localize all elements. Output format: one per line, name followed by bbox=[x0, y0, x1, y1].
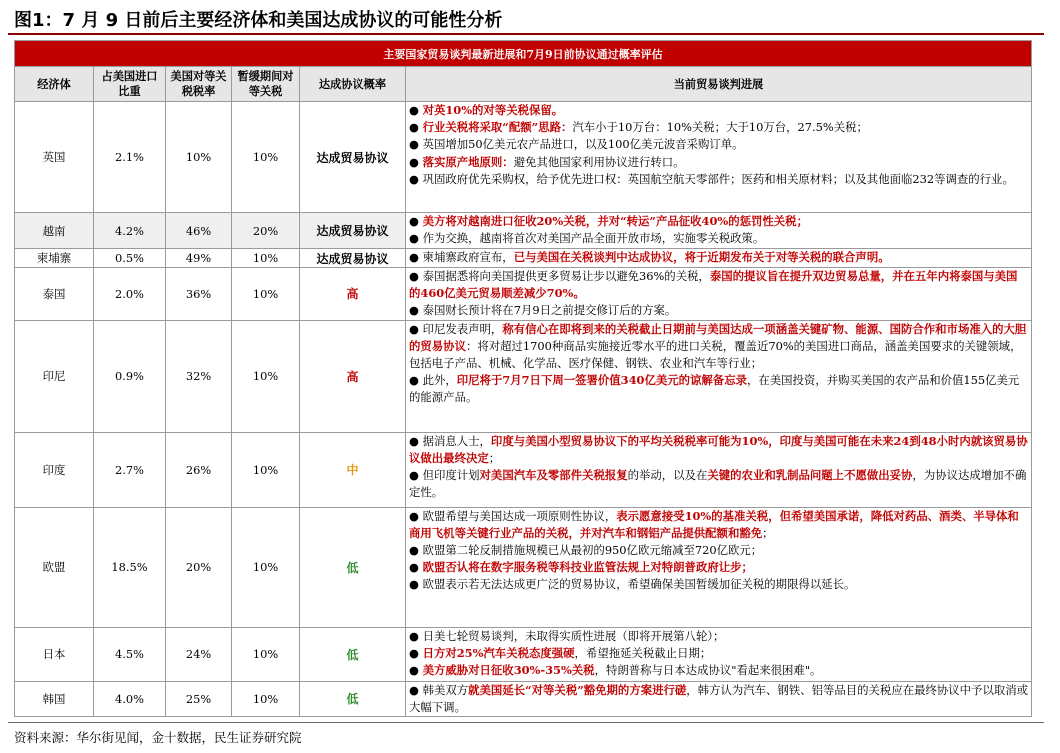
bottom-rule bbox=[8, 722, 1044, 723]
bullet-icon: ● bbox=[409, 231, 423, 246]
probability-badge: 高 bbox=[300, 268, 406, 321]
highlight-text: 泰国的提议旨在提升双边贸易总量，并在五年内将泰国与美国的460亿美元贸易顺差减少70%。 bbox=[409, 269, 1018, 301]
probability-badge: 低 bbox=[300, 627, 406, 681]
bullet-icon: ● bbox=[409, 577, 423, 592]
progress-bullet bbox=[409, 171, 1028, 188]
bullet-icon: ● bbox=[409, 433, 423, 448]
trade-negotiation-table bbox=[14, 40, 1032, 717]
progress-cell bbox=[406, 268, 1032, 321]
progress-bullet bbox=[409, 102, 1028, 119]
highlight-text: 行业关税将采取“配额”思路： bbox=[422, 120, 573, 135]
bullet-icon: ● bbox=[409, 468, 423, 483]
highlight-text: 对英10%的对等关税保留。 bbox=[422, 103, 564, 117]
table-row bbox=[15, 102, 1032, 213]
import-share: 2.1% bbox=[94, 102, 166, 213]
bullet-icon: ● bbox=[409, 120, 423, 135]
economy-name: 欧盟 bbox=[15, 507, 94, 627]
bullet-icon: ● bbox=[409, 250, 423, 264]
progress-bullet bbox=[409, 645, 1028, 662]
progress-cell bbox=[406, 681, 1032, 716]
reciprocal-rate: 49% bbox=[166, 249, 232, 268]
suspended-rate: 10% bbox=[232, 432, 300, 507]
progress-text: 汽车小于10万台：10%关税；大于10万台，27.5%关税； bbox=[572, 120, 868, 135]
bullet-icon: ● bbox=[409, 103, 423, 117]
import-share: 0.9% bbox=[94, 320, 166, 432]
table-body bbox=[15, 102, 1032, 717]
header-row bbox=[15, 67, 1032, 102]
progress-text: 欧盟表示若无法达成更广泛的贸易协议，希望确保美国暂缓加征关税的期限得以延长。 bbox=[422, 577, 856, 592]
economy-name: 柬埔寨 bbox=[15, 249, 94, 268]
reciprocal-rate: 46% bbox=[166, 213, 232, 249]
economy-name: 韩国 bbox=[15, 681, 94, 716]
import-share: 18.5% bbox=[94, 507, 166, 627]
progress-text: ； bbox=[488, 450, 501, 465]
header-import-share: 占美国进口比重 bbox=[94, 67, 166, 102]
suspended-rate: 10% bbox=[232, 268, 300, 321]
economy-name: 泰国 bbox=[15, 268, 94, 321]
reciprocal-rate: 25% bbox=[166, 681, 232, 716]
table-row bbox=[15, 681, 1032, 716]
progress-text: ，希望拖延关税截止日期； bbox=[574, 645, 712, 660]
progress-text: 作为交换，越南将首次对美国产品全面开放市场，实施零关税政策。 bbox=[422, 231, 765, 246]
table-row bbox=[15, 320, 1032, 432]
progress-text: ，在美国投资，并购买美国的农产品和价值155亿美元的能源产品。 bbox=[409, 373, 1020, 405]
progress-text: 此外， bbox=[422, 373, 457, 388]
bullet-icon: ● bbox=[409, 269, 423, 283]
highlight-text: 表示愿意接受10%的基准关税，但希望美国承诺，降低对药品、酒类、半导体和商用飞机等关键行业产品的关税，并对汽车和钢铝产品提供配额和豁免 bbox=[409, 508, 1019, 540]
progress-text: 但印度计划 bbox=[422, 468, 480, 483]
probability-badge: 达成贸易协议 bbox=[300, 102, 406, 213]
highlight-text: 印尼将于7月7日下周一签署价值340亿美元的谅解备忘录 bbox=[456, 373, 747, 388]
probability-badge: 低 bbox=[300, 681, 406, 716]
figure-title: 图1：7 月 9 日前后主要经济体和美国达成协议的可能性分析 bbox=[14, 10, 503, 31]
progress-text: ； bbox=[762, 525, 774, 540]
progress-bullet bbox=[409, 249, 1028, 266]
progress-bullet bbox=[409, 372, 1028, 406]
import-share: 2.7% bbox=[94, 432, 166, 507]
header-probability: 达成协议概率 bbox=[300, 67, 406, 102]
header-progress: 当前贸易谈判进展 bbox=[406, 67, 1032, 102]
progress-bullet bbox=[409, 119, 1028, 136]
header-economy: 经济体 bbox=[15, 67, 94, 102]
bullet-icon: ● bbox=[409, 663, 423, 678]
import-share: 4.2% bbox=[94, 213, 166, 249]
progress-text: 的举动，以及在 bbox=[627, 468, 708, 483]
table-row bbox=[15, 213, 1032, 249]
table-row bbox=[15, 432, 1032, 507]
suspended-rate: 10% bbox=[232, 102, 300, 213]
highlight-text: 称有信心在即将到来的关税截止日期前与美国达成一项涵盖关键矿物、能源、国防合作和市场准入的大胆的贸易协议 bbox=[409, 321, 1027, 353]
progress-cell bbox=[406, 213, 1032, 249]
progress-bullet bbox=[409, 321, 1028, 373]
progress-cell bbox=[406, 507, 1032, 627]
progress-bullet bbox=[409, 136, 1028, 153]
bullet-icon: ● bbox=[409, 154, 423, 169]
highlight-text: 对美国汽车及零部件关税报复 bbox=[479, 468, 628, 483]
progress-bullet bbox=[409, 628, 1028, 645]
economy-name: 印尼 bbox=[15, 320, 94, 432]
reciprocal-rate: 32% bbox=[166, 320, 232, 432]
progress-text: 据消息人士， bbox=[422, 433, 491, 448]
highlight-text: 美方将对越南进口征收20%关税，并对“转运”产品征收40%的惩罚性关税； bbox=[422, 214, 808, 228]
bullet-icon: ● bbox=[409, 303, 423, 318]
progress-bullet bbox=[409, 682, 1028, 716]
progress-text: 英国增加50亿美元农产品进口，以及100亿美元波音采购订单。 bbox=[422, 137, 744, 152]
progress-text: 日美七轮贸易谈判，未取得实质性进展（即将开展第八轮）； bbox=[422, 628, 725, 643]
bullet-icon: ● bbox=[409, 171, 423, 186]
progress-cell bbox=[406, 102, 1032, 213]
reciprocal-rate: 10% bbox=[166, 102, 232, 213]
highlight-text: 欧盟否认将在数字服务税等科技业监管法规上对特朗普政府让步； bbox=[422, 560, 753, 575]
progress-cell bbox=[406, 320, 1032, 432]
suspended-rate: 10% bbox=[232, 320, 300, 432]
highlight-text: 印度与美国小型贸易协议下的平均关税税率可能为10%，印度与美国可能在未来24到48小时内就该贸易协议做出最终决定 bbox=[409, 433, 1028, 465]
progress-text: 欧盟希望与美国达成一项原则性协议， bbox=[422, 508, 617, 523]
suspended-rate: 10% bbox=[232, 681, 300, 716]
probability-badge: 达成贸易协议 bbox=[300, 249, 406, 268]
highlight-text: 就美国延长“对等关税”豁免期的方案进行磋 bbox=[468, 682, 687, 697]
header-reciprocal-rate: 美国对等关税税率 bbox=[166, 67, 232, 102]
probability-badge: 低 bbox=[300, 507, 406, 627]
progress-text: 泰国财长预计将在7月9日之前提交修订后的方案。 bbox=[422, 303, 677, 318]
highlight-text: 日方对25%汽车关税态度强硬 bbox=[422, 645, 575, 660]
progress-bullet bbox=[409, 576, 1028, 593]
progress-text: 印尼发表声明， bbox=[422, 321, 503, 336]
bullet-icon: ● bbox=[409, 137, 423, 152]
table-row bbox=[15, 268, 1032, 321]
bullet-icon: ● bbox=[409, 321, 423, 336]
progress-text: 巩固政府优先采购权，给予优先进口权：英国航空航天零部件；医药和相关原材料；以及其他面临232等调查的行业。 bbox=[422, 171, 1014, 186]
progress-text: ，韩方认为汽车、钢铁、铝等品目的关税应在最终协议中予以取消或大幅下调。 bbox=[409, 682, 1029, 714]
progress-text: ，为协议达成增加不确定性。 bbox=[409, 468, 1027, 500]
progress-bullet bbox=[409, 268, 1028, 302]
progress-text: 柬埔寨政府宣布， bbox=[422, 250, 514, 264]
progress-bullet bbox=[409, 230, 1028, 247]
reciprocal-rate: 24% bbox=[166, 627, 232, 681]
reciprocal-rate: 26% bbox=[166, 432, 232, 507]
bullet-icon: ● bbox=[409, 373, 423, 388]
progress-bullet bbox=[409, 662, 1028, 679]
highlight-text: 落实原产地原则： bbox=[422, 154, 514, 169]
bullet-icon: ● bbox=[409, 682, 423, 697]
progress-text: 欧盟第二轮反制措施规模已从最初的950亿欧元缩减至720亿欧元； bbox=[422, 543, 763, 558]
reciprocal-rate: 36% bbox=[166, 268, 232, 321]
highlight-text: 美方威胁对日征收30%-35%关税 bbox=[422, 663, 595, 678]
highlight-text: 关键的农业和乳制品问题上不愿做出妥协 bbox=[707, 468, 913, 483]
progress-bullet bbox=[409, 213, 1028, 230]
highlight-text: 已与美国在关税谈判中达成协议，将于近期发布关于对等关税的联合声明。 bbox=[513, 250, 890, 264]
table-row bbox=[15, 627, 1032, 681]
progress-cell bbox=[406, 627, 1032, 681]
import-share: 0.5% bbox=[94, 249, 166, 268]
economy-name: 日本 bbox=[15, 627, 94, 681]
import-share: 2.0% bbox=[94, 268, 166, 321]
progress-text: 泰国据悉将向美国提供更多贸易让步以避免36%的关税， bbox=[422, 269, 710, 283]
suspended-rate: 20% bbox=[232, 213, 300, 249]
progress-bullet bbox=[409, 302, 1028, 319]
suspended-rate: 10% bbox=[232, 507, 300, 627]
bullet-icon: ● bbox=[409, 560, 423, 575]
bullet-icon: ● bbox=[409, 628, 423, 643]
bullet-icon: ● bbox=[409, 214, 423, 228]
table-banner: 主要国家贸易谈判最新进展和7月9日前协议通过概率评估 bbox=[15, 41, 1032, 67]
economy-name: 越南 bbox=[15, 213, 94, 249]
economy-name: 英国 bbox=[15, 102, 94, 213]
probability-badge: 中 bbox=[300, 432, 406, 507]
progress-bullet bbox=[409, 433, 1028, 467]
import-share: 4.0% bbox=[94, 681, 166, 716]
reciprocal-rate: 20% bbox=[166, 507, 232, 627]
probability-badge: 达成贸易协议 bbox=[300, 213, 406, 249]
suspended-rate: 10% bbox=[232, 249, 300, 268]
progress-bullet bbox=[409, 559, 1028, 576]
progress-bullet bbox=[409, 467, 1028, 501]
economy-name: 印度 bbox=[15, 432, 94, 507]
bullet-icon: ● bbox=[409, 645, 423, 660]
progress-text: 避免其他国家利用协议进行转口。 bbox=[513, 154, 685, 169]
progress-bullet bbox=[409, 542, 1028, 559]
import-share: 4.5% bbox=[94, 627, 166, 681]
table-row bbox=[15, 507, 1032, 627]
bullet-icon: ● bbox=[409, 543, 423, 558]
bullet-icon: ● bbox=[409, 508, 423, 523]
progress-bullet bbox=[409, 508, 1028, 542]
source-note: 资料来源：华尔街见闻，金十数据，民生证券研究院 bbox=[14, 730, 302, 745]
progress-text: ，特朗普称与日本达成协议"看起来很困难"。 bbox=[594, 663, 822, 678]
title-rule bbox=[8, 33, 1044, 35]
header-suspended-rate: 暂缓期间对等关税 bbox=[232, 67, 300, 102]
probability-badge: 高 bbox=[300, 320, 406, 432]
progress-text: ：将对超过1700种商品实施接近零水平的进口关税，覆盖近70%的美国进口商品，涵盖美国要求的关键领域，包括电子产品、机械、化学品、医疗保健、钢铁、农业和汽车等行业； bbox=[409, 338, 1022, 371]
progress-bullet bbox=[409, 154, 1028, 171]
progress-cell bbox=[406, 432, 1032, 507]
progress-cell bbox=[406, 249, 1032, 268]
suspended-rate: 10% bbox=[232, 627, 300, 681]
progress-text: 韩美双方 bbox=[422, 682, 469, 697]
table-row bbox=[15, 249, 1032, 268]
